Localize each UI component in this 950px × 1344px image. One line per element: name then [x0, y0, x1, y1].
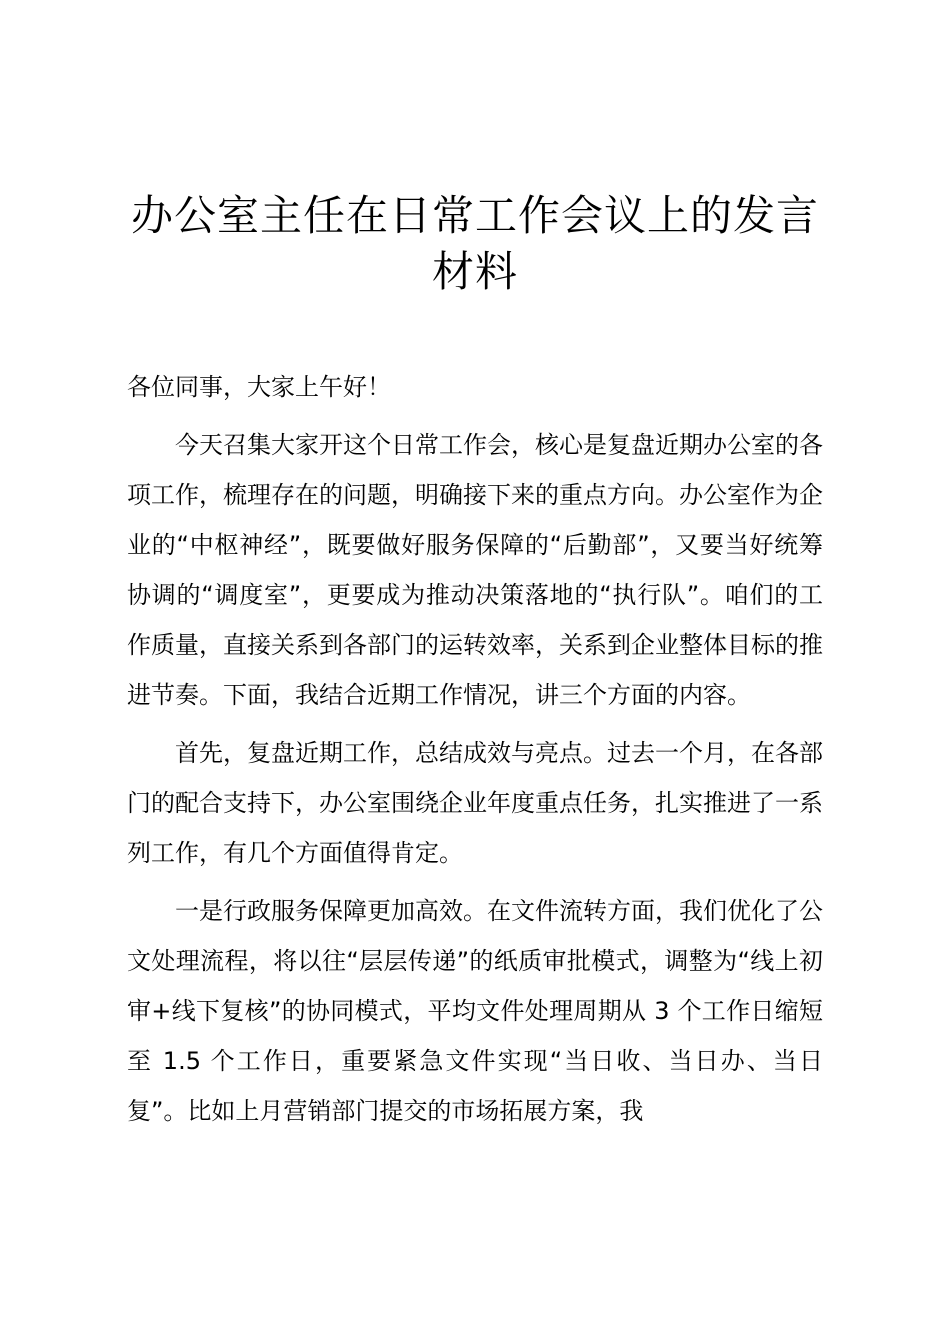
greeting-paragraph: 各位同事，大家上午好！ — [127, 373, 391, 401]
document-body — [127, 362, 823, 1144]
document-title: 办公室主任在日常工作会议上的发言材料 — [130, 191, 819, 296]
body-paragraph: 一是行政服务保障更加高效。在文件流转方面，我们优化了公文处理流程，将以往“层层传递”的纸质审批模式，调整为“线上初审+线下复核”的协同模式，平均文件处理周期从 3 个工作日缩短至 1.5 个工作日，重要紧急文件实现“当日收、当日办、当日复”。比如上月营销部门提交的市场拓展方案，我 — [127, 897, 823, 1125]
body-paragraph: 今天召集大家开这个日常工作会，核心是复盘近期办公室的各项工作，梳理存在的问题，明确接下来的重点方向。办公室作为企业的“中枢神经”，既要做好服务保障的“后勤部”，又要当好统筹协调的“调度室”，更要成为推动决策落地的“执行队”。咱们的工作质量，直接关系到各部门的运转效率，关系到企业整体目标的推进节奏。下面，我结合近期工作情况，讲三个方面的内容。 — [127, 431, 823, 709]
body-paragraph: 首先，复盘近期工作，总结成效与亮点。过去一个月，在各部门的配合支持下，办公室围绕企业年度重点任务，扎实推进了一系列工作，有几个方面值得肯定。 — [127, 739, 823, 867]
